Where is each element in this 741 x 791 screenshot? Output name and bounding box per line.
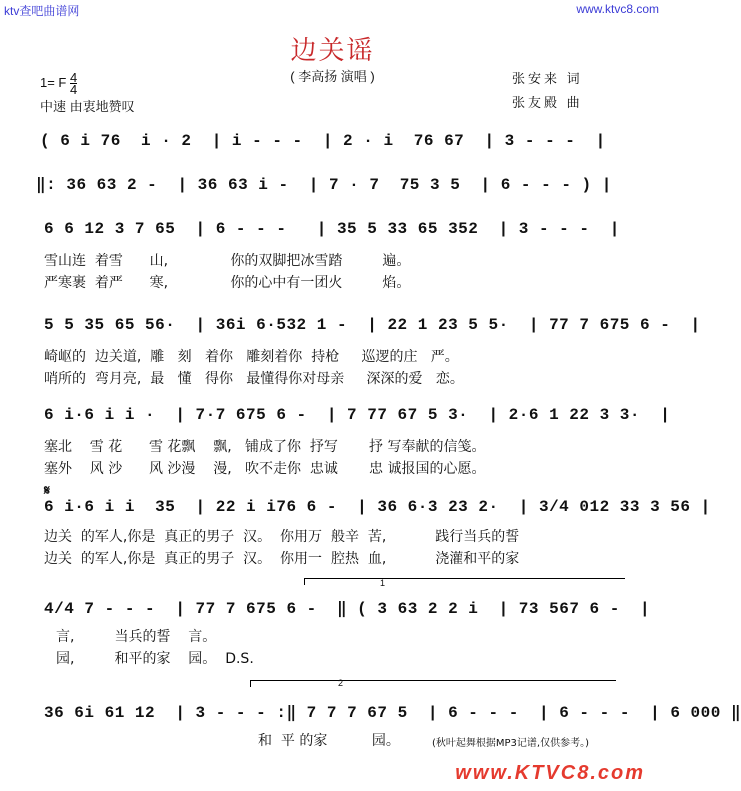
volta-bracket-2 [250, 680, 616, 687]
score-row-3-notes: 6 6 12 3 7 65 | 6 - - - | 35 5 33 65 352 | 3 - - - | [44, 220, 620, 238]
score-row-5-lyric-verse-1: 塞北 雪 花 雪 花飘 飘, 铺成了你 抒写 抒 写奉献的信笺。 [44, 439, 486, 455]
score-row-3-lyric-verse-1: 雪山连 着雪 山, 你的双脚把冰雪踏 遍。 [44, 253, 411, 269]
score-row-7-notes: 4/4 7 - - - | 77 7 675 6 - ‖ ( 3 63 2 2 i | 73 567 6 - | [44, 600, 651, 618]
score-row-8-lyric: 和 平 的家 园。 [258, 733, 400, 749]
score-row-6-lyric-verse-1: 边关 的军人,你是 真正的男子 汉。 你用万 般辛 苦, 践行当兵的誓 [44, 529, 520, 545]
segno-sign: 𝄋 [44, 482, 51, 498]
volta-number-2: 2 [338, 678, 344, 688]
score-row-5-notes: 6 i·6 i i · | 7·7 675 6 - | 7 77 67 5 3· | 2·6 1 22 3 3· | [44, 406, 671, 424]
transcription-remark: (秋叶起舞根据MP3记谱,仅供参考。) [432, 738, 590, 749]
score-row-6-notes: 6 i·6 i i 35 | 22 i i76 6 - | 36 6·3 23 2· | 3/4 012 33 3 56 | [44, 498, 711, 516]
score-row-4-lyric-verse-2: 哨所的 弯月亮, 最 懂 得你 最懂得你对母亲 深深的爱 恋。 [44, 371, 464, 387]
score-row-3-lyric-verse-2: 严寒裹 着严 寒, 你的心中有一团火 焰。 [44, 275, 411, 291]
composer-credit: 张友殿 曲 [512, 95, 583, 110]
site-name-left[interactable]: ktv查吧曲谱网 [4, 4, 80, 18]
tempo-marking: 中速 由衷地赞叹 [40, 99, 135, 114]
volta-bracket-1 [304, 578, 625, 585]
score-row-1-notes: ( 6 i 76 i · 2 | i - - - | 2 · i 76 67 | 3 - - - | [40, 132, 606, 150]
lyricist-credit: 张安来 词 [512, 71, 583, 86]
score-row-5-lyric-verse-2: 塞外 风 沙 风 沙漫 漫, 吹不走你 忠诚 忠 诚报国的心愿。 [44, 461, 486, 477]
singer-credit: ( 李高扬 演唱 ) [290, 69, 375, 84]
score-row-7-lyric-verse-1: 言, 当兵的誓 言。 [56, 629, 217, 645]
score-row-4-lyric-verse-1: 崎岖的 边关道, 雕 刻 着你 雕刻着你 持枪 巡逻的庄 严。 [44, 349, 459, 365]
score-row-4-notes: 5 5 35 65 56· | 36i 6·532 1 - | 22 1 23 5 5· | 77 7 675 6 - | [44, 316, 701, 334]
score-row-2-notes: ‖: 36 63 2 - | 36 63 i - | 7 · 7 75 3 5 | 6 - - - ) | [36, 176, 612, 194]
site-url-right[interactable]: www.ktvc8.com [576, 2, 659, 16]
footer-site-logo[interactable]: www.KTVC8.com [455, 762, 645, 784]
score-row-6-lyric-verse-2: 边关 的军人,你是 真正的男子 汉。 你用一 腔热 血, 浇灌和平的家 [44, 551, 520, 567]
score-row-8-notes: 36 6i 61 12 | 3 - - - :‖ 7 7 7 67 5 | 6 - - - | 6 - - - | 6 000 ‖ [44, 704, 741, 722]
time-denominator: 4 [70, 82, 78, 97]
time-numerator: 4 [70, 70, 78, 85]
score-row-7-lyric-verse-2: 园, 和平的家 园。 D.S. [56, 651, 254, 667]
volta-number-1: 1 [380, 578, 386, 588]
time-signature [70, 72, 77, 95]
key-label: 1= F [40, 74, 67, 90]
key-signature [40, 72, 77, 95]
song-title: 边关谣 [290, 36, 375, 66]
